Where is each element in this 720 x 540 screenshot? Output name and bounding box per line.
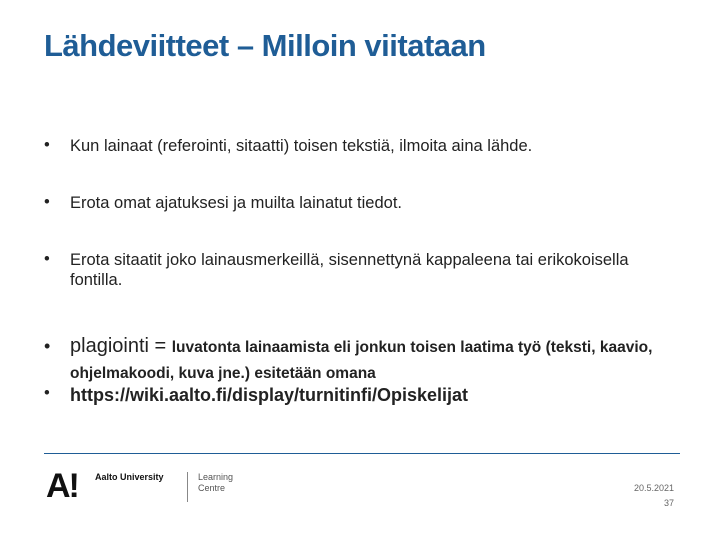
unit-name bbox=[198, 472, 233, 494]
unit-name-line2: Centre bbox=[198, 483, 226, 493]
resource-link[interactable]: https://wiki.aalto.fi/display/turnitinfi/Opiskelijat bbox=[70, 385, 469, 405]
page-number: 37 bbox=[663, 498, 674, 508]
university-name: Aalto University bbox=[95, 472, 164, 482]
plagiarism-definition bbox=[70, 334, 670, 386]
bullet-dot: • bbox=[44, 193, 50, 211]
unit-name-line1: Learning bbox=[198, 472, 234, 482]
bullet-dot: • bbox=[44, 136, 50, 154]
logo-separator bbox=[187, 472, 188, 502]
bullet-dot: • bbox=[44, 384, 50, 402]
bullet-text: Erota omat ajatuksesi ja muilta lainatut tiedot. bbox=[70, 194, 403, 212]
plagiarism-text: luvatonta lainaamista eli jonkun toisen laatima työ (teksti, kaavio, ohjelmakoodi, kuva jne.) esitetään omana bbox=[70, 339, 653, 382]
bullet-text: Erota sitaatit joko lainausmerkeillä, sisennettynä kappaleena tai erikokoisella fontilla. bbox=[70, 251, 629, 289]
slide-date: 20.5.2021 bbox=[633, 483, 674, 493]
bullet-text: Kun lainaat (referointi, sitaatti) toisen tekstiä, ilmoita aina lähde. bbox=[70, 137, 533, 155]
footer-divider bbox=[44, 453, 680, 454]
aalto-logo-mark: A! bbox=[46, 467, 78, 505]
bullet-dot: • bbox=[44, 250, 50, 268]
bullet-dot: • bbox=[44, 336, 51, 356]
plagiarism-term: plagiointi = bbox=[70, 335, 167, 357]
slide-title: Lähdeviitteet – Milloin viitataan bbox=[44, 28, 486, 63]
